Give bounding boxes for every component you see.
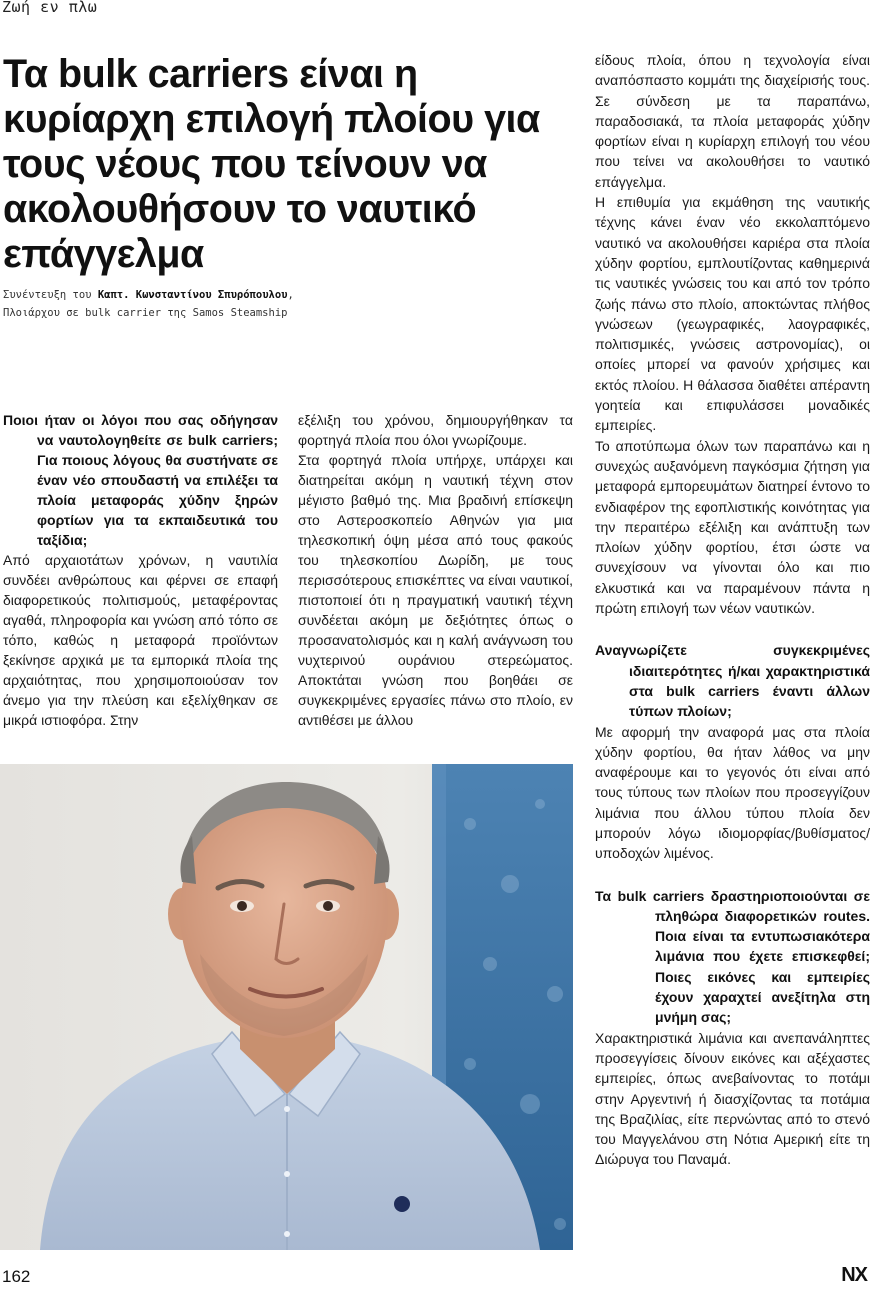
byline-prefix: Συνέντευξη του [3, 289, 98, 301]
question-1: Ποιοι ήταν οι λόγοι που σας οδήγησαν να ναυτολογηθείτε σε bulk carriers; Για ποιους λόγους θα συστήνατε σε έναν νέο σπουδαστή να επιλέξει τα πλοία μεταφοράς χύδην ξηρών φορτίων για τα εκπαιδευτικά του ταξίδια; [3, 412, 278, 548]
column-2 [298, 410, 573, 730]
magazine-logo: NX [841, 1264, 867, 1286]
column-3 [595, 50, 870, 1170]
page-number: 162 [2, 1267, 31, 1286]
answer-1: Από αρχαιοτάτων χρόνων, η ναυτιλία συνδέει ανθρώπους και φέρνει σε επαφή διαφορετικούς πολιτισμούς, μεταφέροντας αγαθά, πληροφορία και γνώση από τόπο σε τόπο, καθώς η μεταφορά προϊόντων ξεκίνησε αρχικά με τα εμπορικά πλοία της αρχαιότητας, που χρησιμοποιούσαν τον άνεμο για την πλεύση και εξελίχθηκαν σε μικρά ιστιοφόρα. Στην [3, 552, 278, 728]
byline-role: Πλοιάρχου σε bulk carrier της Samos Steamship [3, 307, 288, 319]
section-tag: Ζωή εν πλω [2, 0, 98, 16]
byline-name: Καπτ. Κωνσταντίνου Σπυρόπουλου [97, 289, 288, 301]
column-2-paragraph-2: Στα φορτηγά πλοία υπήρχε, υπάρχει και διατηρείται ακόμη η ναυτική τέχνη στον μέγιστο βαθμό της. Μια βραδινή επίσκεψη στο Αστεροσκοπείο Αθηνών για μια τηλεσκοπική όψη μέσα από τους φακούς του τηλεσκοπίου Δωρίδη, με τους περισσότερους επισκέπτες να είναι ναυτικοί, πιστοποιεί ότι η πραγματική ναυτική τέχνη συνδέεται ακόμη με δεξιότητες όπως ο προσανατολισμός και η καλή ανάγνωση του νυχτερινού ουράνιου στερεώματος. Αποκτάται γνώση που βοηθάει σε συγκεκριμένες εργασίες πάνω στο πλοίο, εν αντιθέσει με άλλου [298, 452, 573, 728]
column-2-paragraph-1: εξέλιξη του χρόνου, δημιουργήθηκαν τα φορτηγά πλοία που όλοι γνωρίζουμε. [298, 412, 573, 448]
byline-suffix: , [287, 289, 294, 301]
byline [3, 286, 563, 322]
portrait-photo [0, 764, 573, 1250]
article-title: Τα bulk carriers είναι η κυρίαρχη επιλογή πλοίου για τους νέους που τείνουν να ακολουθήσουν το ναυτικό επάγγελμα [3, 52, 540, 276]
question-2: Αναγνωρίζετε συγκεκριμένες ιδιαιτερότητες ή/και χαρακτηριστικά στα bulk carriers έναντι άλλων τύπων πλοίων; [595, 642, 870, 720]
column-1 [3, 410, 278, 730]
column-3-paragraph-2: Η επιθυμία για εκμάθηση της ναυτικής τέχνης κάνει έναν νέο εκκολαπτόμενο ναυτικό να ακολουθήσει καριέρα στα πλοία χύδην φορτίου, εμπλουτίζοντας καθημερινά τις ναυτικές γνώσεις του και από τον τρόπο ζωής πάνω στο πλοίο, αποκτώντας πλήθος γνώσεων (γεωγραφικές, λαογραφικές, πολιτισμικές, γνώσεις αστρονομίας), οι οποίες μπορεί να φανούν χρήσιμες και εκτός πλοίου. Η θάλασσα διαθέτει απέραντη γοητεία και επιφυλάσσει μοναδικές εμπειρίες. [595, 194, 870, 434]
column-3-paragraph-1: είδους πλοία, όπου η τεχνολογία είναι αναπόσπαστο κομμάτι της διαχείρισής τους. Σε σύνδεση με τα παραπάνω, παραδοσιακά, τα πλοία μεταφοράς χύδην φορτίων είναι η κυρίαρχη επιλογή του νέου που τείνει να ακολουθήσει το ναυτικό επάγγελμα. [595, 52, 870, 190]
answer-3: Χαρακτηριστικά λιμάνια και ανεπανάληπτες προσεγγίσεις δίνουν εικόνες και αξέχαστες εμπειρίες, όπως ανεβαίνοντας το ποτάμι στην Αργεντινή ή διασχίζοντας τα ποτάμια της Βραζιλίας, είτε περνώντας από το στενό του Μαγγελάνου στη Νότια Αμερική είτε τη Διώρυγα του Παναμά. [595, 1029, 870, 1168]
question-3: Τα bulk carriers δραστηριοποιούνται σε πληθώρα διαφορετικών routes. Ποια είναι τα εντυπωσιακότερα λιμάνια που έχετε επισκεφθεί; Ποιες εικόνες και εμπειρίες έχουν χαραχτεί ανεξίτηλα στη μνήμη σας; [595, 887, 870, 1026]
answer-2: Με αφορμή την αναφορά μας στα πλοία χύδην φορτίου, θα ήταν λάθος να μην αναφέρουμε και το γεγονός ότι είναι από τους τύπους των πλοίων που προσεγγίζουν λιμάνια που άλλου τύπου πλοία δεν μπορούν λόγω ιδιομορφίας/βυθίσματος/υποδοχών λιμένος. [595, 723, 870, 862]
column-3-paragraph-3: Το αποτύπωμα όλων των παραπάνω και η συνεχώς αυξανόμενη παγκόσμια ζήτηση για μεταφορά εμπορευμάτων διατηρεί έντονο το ενδιαφέρον της εφοπλιστικής κοινότητας για την περαιτέρω εξέλιξη και ανάπτυξη των πλοίων χύδην φορτίου, έτσι ώστε να συνεχίσουν να γίνονται όλο και πιο ελκυστικά και να παραμένουν πάντα η πρώτη επιλογή των νέων ναυτικών. [595, 437, 870, 617]
